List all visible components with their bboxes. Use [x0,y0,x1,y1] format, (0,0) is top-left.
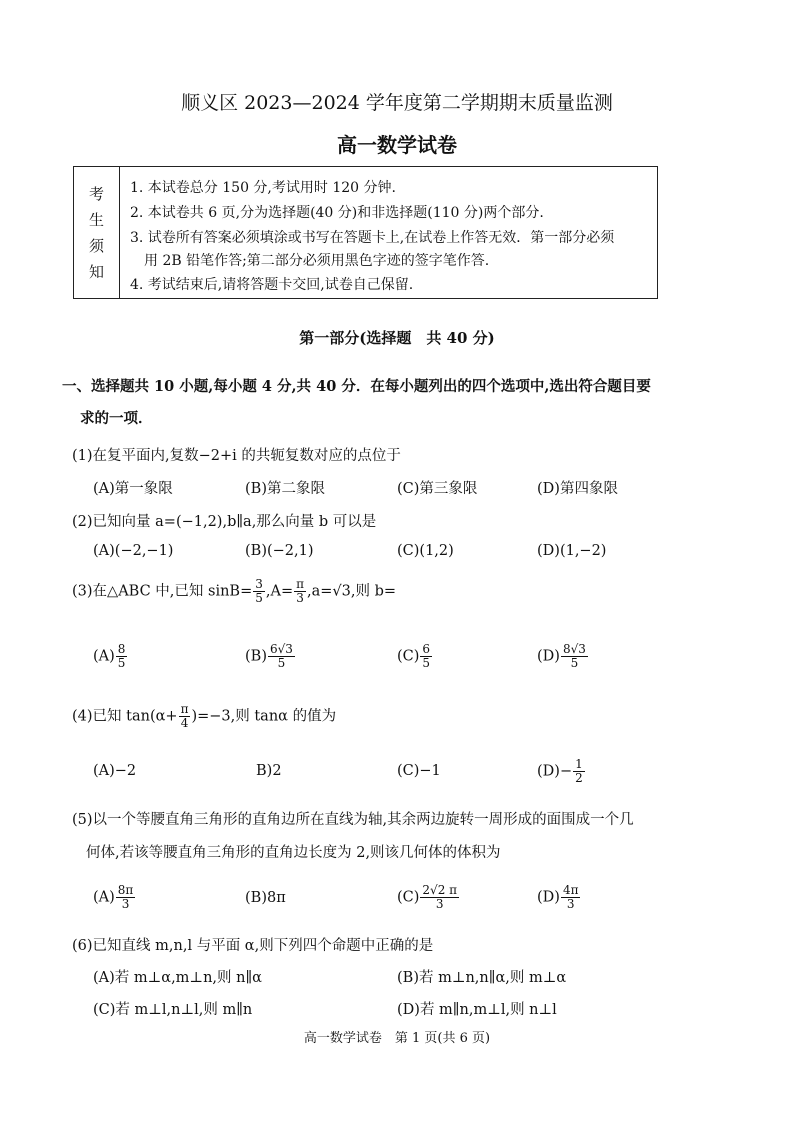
question-4-stem [72,703,336,730]
question-1-stem: (1)在复平面内,复数−2+i 的共轭复数对应的点位于 [72,448,401,464]
fraction-denominator: 4 [180,716,189,730]
fraction-denominator: 2 [575,771,583,785]
fraction-denominator: 5 [422,656,431,670]
notice-label-char: 知 [88,262,104,281]
notice-label-char: 考 [88,184,104,203]
notice-label-char: 生 [88,210,104,229]
fraction-numerator: π [180,702,189,716]
page-footer: 高一数学试卷 第 1 页(共 6 页) [303,1031,491,1046]
question-1-option-c: (C)第三象限 [397,481,478,497]
option-fraction [116,884,136,911]
notice-line: 2. 本试卷共 6 页,分为选择题(40 分)和非选择题(110 分)两个部分. [130,205,544,221]
question-3-option-b [245,643,296,670]
question-2-option-a: (A)(−2,−1) [93,543,174,559]
fraction-denominator: 3 [296,591,304,605]
fraction-denominator: 5 [117,656,126,670]
question-2-option-b: (B)(−2,1) [245,543,314,559]
notice-box [73,166,658,299]
option-fraction [573,758,585,785]
exam-subtitle: 高一数学试卷 [337,133,457,157]
fraction-numerator: 8√3 [562,642,586,656]
option-fraction [420,884,459,911]
fraction-denominator: 5 [570,656,579,670]
question-6-stem: (6)已知直线 m,n,l 与平面 α,则下列四个命题中正确的是 [72,938,434,954]
notice-line: 3. 试卷所有答案必须填涂或书写在答题卡上,在试卷上作答无效．第一部分必须 [130,230,615,246]
question-3-option-a [93,643,128,670]
option-label: (C) [397,648,420,665]
option-label: (C) [397,889,420,906]
question-4-option-a: (A)−2 [93,763,137,779]
option-label: (D)− [537,763,573,780]
option-fraction [561,643,588,670]
fraction-numerator: 6√3 [269,642,293,656]
question-4-option-b: B)2 [256,763,282,779]
question-6-option-d: (D)若 m∥n,m⊥l,则 n⊥l [397,1002,557,1018]
option-fraction [420,643,432,670]
question-6-option-a: (A)若 m⊥α,m⊥n,则 n∥α [93,970,262,986]
question-4-prefix: (4)已知 tan(α+ [72,708,178,725]
question-5-option-a [93,884,136,911]
notice-label [74,167,120,298]
question-3-stem [72,578,396,605]
question-6-option-b: (B)若 m⊥n,n∥α,则 m⊥α [397,970,567,986]
notice-line: 1. 本试卷总分 150 分,考试用时 120 分钟. [130,180,396,196]
fraction-numerator: 8 [117,642,126,656]
fraction-numerator: 6 [422,642,431,656]
fraction-denominator: 3 [435,897,444,911]
fraction-angle-a [294,578,306,605]
fraction-denominator: 3 [566,897,575,911]
fraction-pi-over-4 [179,703,191,730]
fraction-numerator: 3 [255,577,263,591]
question-5-stem-cont: 何体,若该等腰直角三角形的直角边长度为 2,则该几何体的体积为 [86,845,501,861]
question-3-suffix: ,a=√3,则 b= [307,583,397,600]
option-label: (A) [93,648,115,665]
notice-label-char: 须 [88,236,104,255]
fraction-numerator: 1 [575,757,583,771]
question-3-mid: ,A= [265,583,294,600]
question-1-option-d: (D)第四象限 [537,481,618,497]
fraction-numerator: 4π [562,883,579,897]
option-fraction [561,884,581,911]
notice-line: 用 2B 铅笔作答;第二部分必须用黑色字迹的签字笔作答. [144,253,490,269]
question-5-option-b: (B)8π [245,890,286,906]
question-2-option-d: (D)(1,−2) [537,543,607,559]
question-6-option-c: (C)若 m⊥l,n⊥l,则 m∥n [93,1002,253,1018]
question-3-prefix: (3)在△ABC 中,已知 sinB= [72,583,253,600]
question-2-option-c: (C)(1,2) [397,543,454,559]
option-label: (D) [537,889,560,906]
question-3-option-d [537,643,589,670]
question-4-option-c: (C)−1 [397,763,441,779]
part1-instructions-cont: 求的一项． [80,410,153,427]
fraction-denominator: 3 [121,897,130,911]
fraction-denominator: 5 [277,656,286,670]
option-fraction [268,643,295,670]
fraction-sinb [253,578,265,605]
option-label: (A) [93,889,115,906]
fraction-numerator: 8π [117,883,134,897]
part1-heading: 第一部分(选择题 共 40 分) [299,329,495,347]
part1-instructions: 一、选择题共 10 小题,每小题 4 分,共 40 分．在每小题列出的四个选项中,选出符合题目要 [62,378,651,395]
fraction-numerator: 2√2 π [422,883,458,897]
fraction-numerator: π [296,577,304,591]
question-3-option-c [397,643,433,670]
option-fraction [116,643,128,670]
question-2-stem: (2)已知向量 a=(−1,2),b∥a,那么向量 b 可以是 [72,514,377,530]
question-5-option-c [397,884,460,911]
exam-title: 顺义区 2023—2024 学年度第二学期期末质量监测 [181,92,613,114]
question-5-option-d [537,884,581,911]
question-1-option-a: (A)第一象限 [93,481,173,497]
question-5-stem: (5)以一个等腰直角三角形的直角边所在直线为轴,其余两边旋转一周形成的面围成一个几 [72,812,634,828]
option-label: (D) [537,648,560,665]
notice-line: 4. 考试结束后,请将答题卡交回,试卷自己保留. [130,277,414,293]
option-label: (B) [245,648,267,665]
question-4-suffix: )=−3,则 tanα 的值为 [191,708,337,725]
question-4-option-d [537,758,586,785]
question-1-option-b: (B)第二象限 [245,481,325,497]
fraction-denominator: 5 [255,591,263,605]
